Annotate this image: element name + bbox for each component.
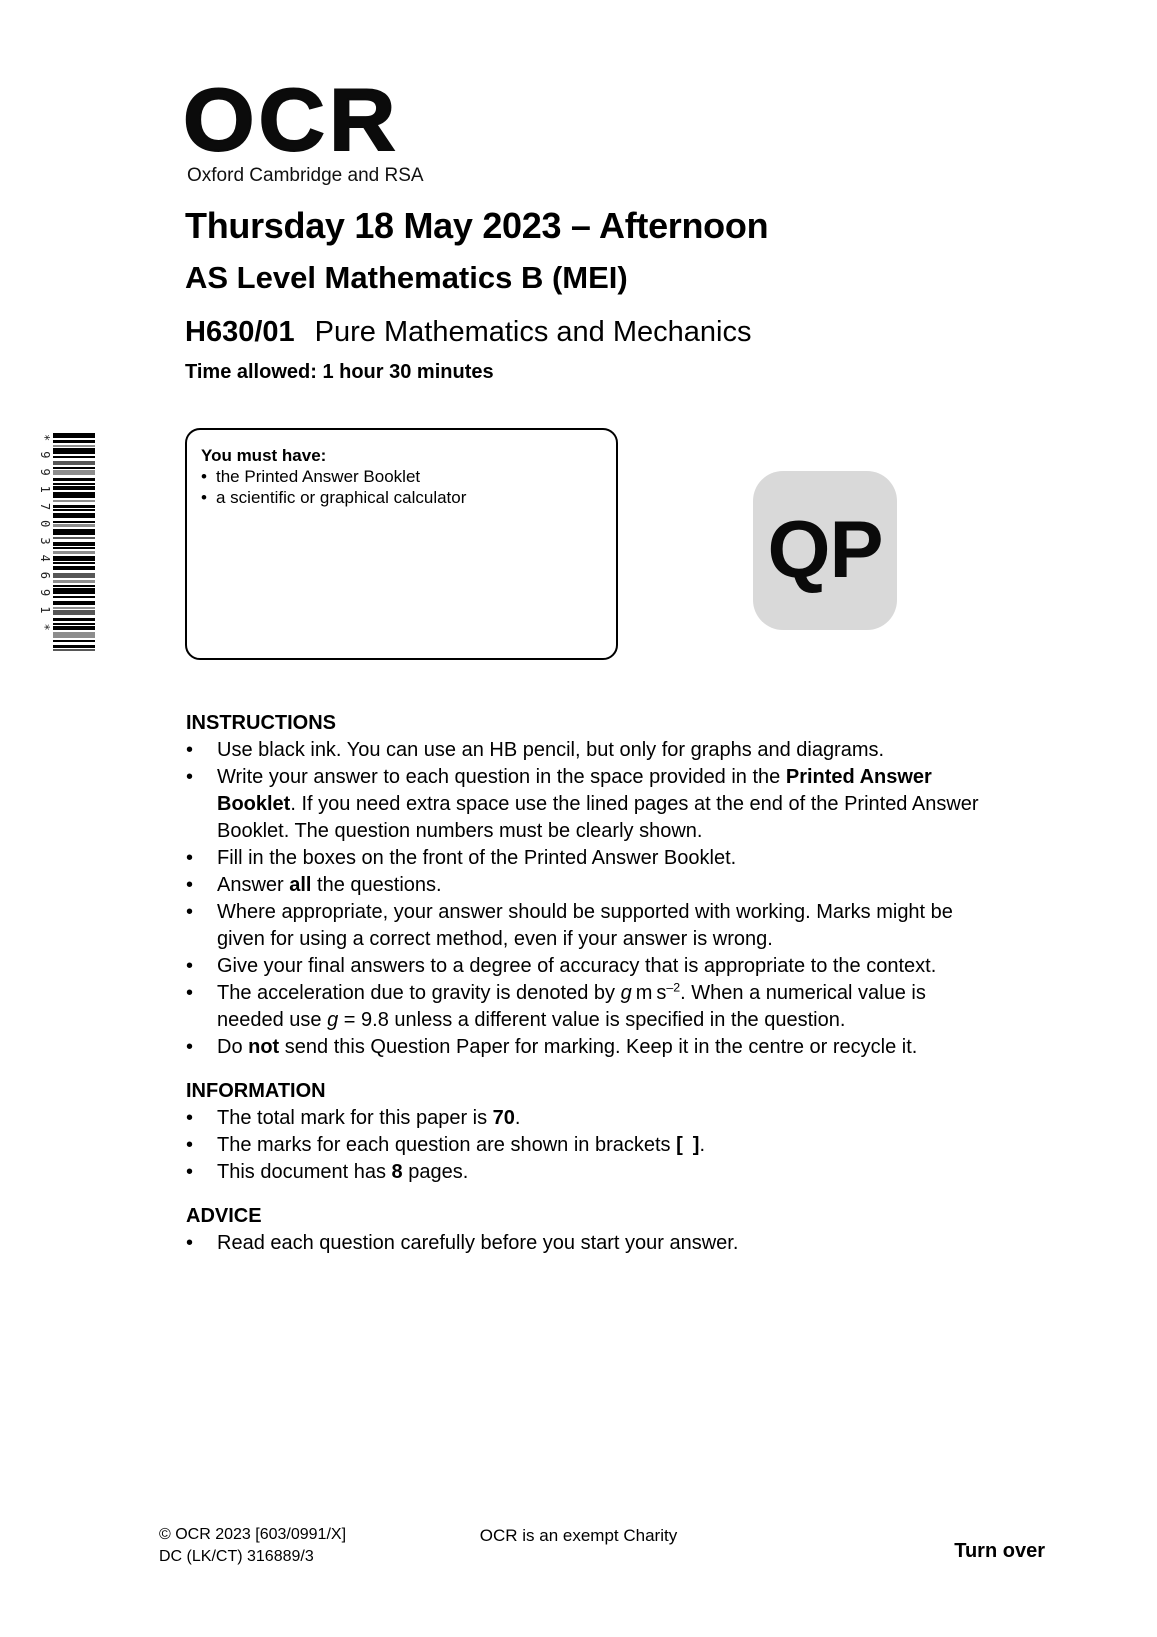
barcode-value: *9917034691* — [38, 434, 52, 641]
bullet-text: The marks for each question are shown in brackets [ ]. — [217, 1134, 706, 1156]
bullet-text: a scientific or graphical calculator — [216, 488, 467, 507]
bullet-dot: • — [186, 1036, 194, 1058]
bullet-text: Write your answer to each question in the space provided in the Printed Answer Booklet. If you need extra space use the lined pages at the end of the Printed Answer Booklet. The question numbers must be clearly shown. — [217, 766, 979, 842]
paper-line — [185, 316, 751, 349]
charity-line: OCR is an exempt Charity — [479, 1526, 678, 1545]
bullet-dot: • — [186, 847, 194, 869]
bullet-text: Fill in the boxes on the front of the Printed Answer Booklet. — [217, 847, 737, 869]
bullet-dot: • — [186, 766, 194, 788]
bullet-item — [186, 872, 992, 899]
bullet-item — [186, 1105, 992, 1132]
must-have-items — [201, 466, 602, 508]
dc-reference-line: DC (LK/CT) 316889/3 — [159, 1548, 314, 1565]
bullet-text: Read each question carefully before you start your answer. — [217, 1232, 739, 1254]
qualification-title: AS Level Mathematics B (MEI) — [185, 260, 628, 295]
bullet-text: The total mark for this paper is 70. — [217, 1107, 521, 1129]
bullet-item — [186, 899, 992, 953]
exam-date-title: Thursday 18 May 2023 – Afternoon — [185, 205, 769, 246]
bullet-item — [186, 980, 992, 1034]
bullet-text: Where appropriate, your answer should be supported with working. Marks might be given for using a correct method, even if your answer is wrong. — [217, 901, 953, 950]
section-heading: ADVICE — [186, 1205, 262, 1227]
bullet-item — [186, 1132, 992, 1159]
bullet-text: Do not send this Question Paper for marking. Keep it in the centre or recycle it. — [217, 1036, 918, 1058]
bullet-item — [186, 1159, 992, 1186]
bullet-item — [201, 487, 602, 508]
you-must-have-box — [185, 428, 618, 660]
bullet-text: Give your final answers to a degree of accuracy that is appropriate to the context. — [217, 955, 937, 977]
ocr-logo-tagline: Oxford Cambridge and RSA — [187, 165, 424, 186]
bullet-dot: • — [186, 1161, 194, 1183]
bullet-text: the Printed Answer Booklet — [216, 467, 421, 486]
bullet-dot: • — [186, 739, 194, 761]
bullet-item — [201, 466, 602, 487]
section-heading: INSTRUCTIONS — [186, 712, 336, 734]
advice-section — [186, 1203, 992, 1257]
ocr-logo: OCR — [183, 71, 400, 170]
section-bullets — [186, 737, 992, 1061]
bullet-text: This document has 8 pages. — [217, 1161, 469, 1183]
bullet-item — [186, 845, 992, 872]
qp-badge: QP — [753, 471, 897, 630]
bullet-item — [186, 737, 992, 764]
bullet-item — [186, 1230, 992, 1257]
must-have-title: You must have: — [201, 446, 327, 465]
bullet-dot: • — [201, 467, 207, 486]
bullet-text: The acceleration due to gravity is denoted by g m $s^{-2}$. When a numerical value is needed use g = 9.8 unless a different value is specified in the question. — [217, 980, 926, 1031]
bullet-dot: • — [186, 955, 194, 977]
bullet-dot: • — [186, 1107, 194, 1129]
bullet-dot: • — [186, 1232, 194, 1254]
bullet-dot: • — [186, 874, 194, 896]
copyright-line: © OCR 2023 [603/0991/X] — [159, 1526, 347, 1543]
section-bullets — [186, 1230, 992, 1257]
paper-name: Pure Mathematics and Mechanics — [314, 316, 752, 348]
front-page-sections — [186, 710, 992, 1257]
barcode-bars — [53, 433, 95, 653]
section-heading: INFORMATION — [186, 1080, 326, 1102]
information-section — [186, 1078, 992, 1186]
bullet-dot: • — [186, 1134, 194, 1156]
bullet-item — [186, 953, 992, 980]
bullet-item — [186, 764, 992, 845]
bullet-dot: • — [186, 901, 194, 923]
turn-over-label: Turn over — [954, 1540, 1045, 1562]
candidate-barcode — [37, 433, 95, 659]
bullet-item — [186, 1034, 992, 1061]
instructions-section — [186, 710, 992, 1061]
bullet-text: Use black ink. You can use an HB pencil, but only for graphs and diagrams. — [217, 739, 885, 761]
bullet-dot: • — [201, 488, 207, 507]
section-bullets — [186, 1105, 992, 1186]
bullet-dot: • — [186, 982, 194, 1004]
time-allowed-label: Time allowed: 1 hour 30 minutes — [185, 361, 494, 383]
paper-code: H630/01 — [185, 316, 295, 348]
bullet-text: Answer all the questions. — [217, 874, 442, 896]
